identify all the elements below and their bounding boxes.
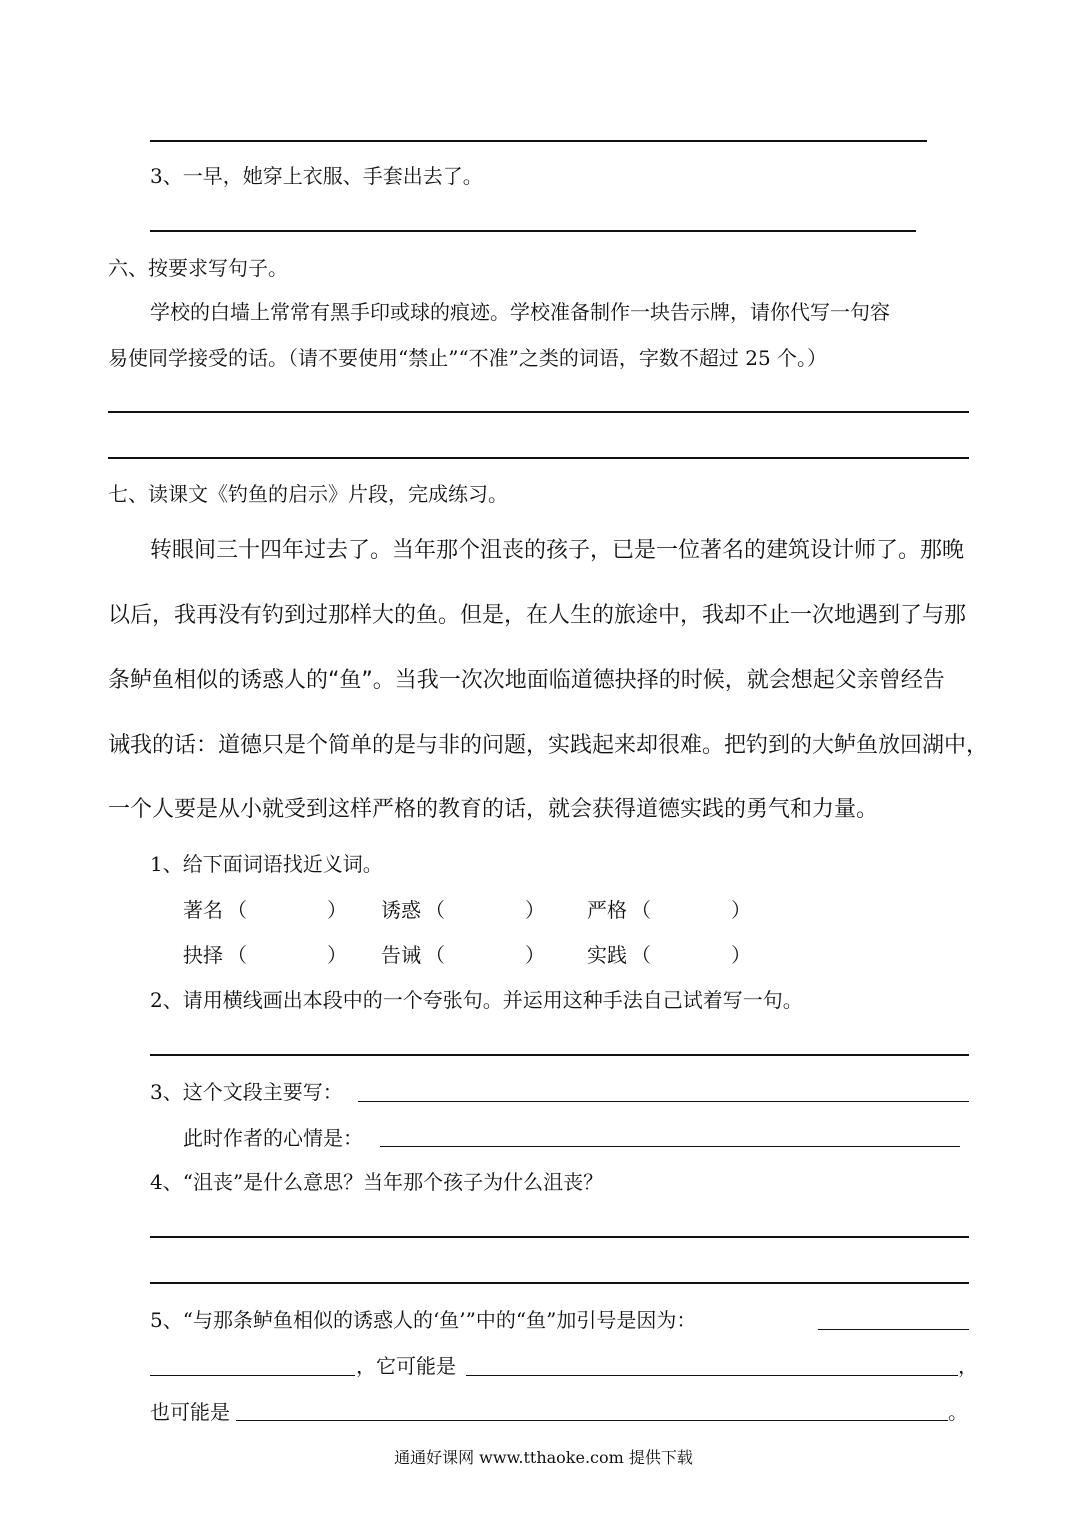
passage-line: 一个人要是从小就受到这样严格的教育的话，就会获得道德实践的勇气和力量。 xyxy=(108,797,879,822)
question-3-mood: 此时作者的心情是： xyxy=(183,1126,363,1150)
section-7-title: 七、读课文《钓鱼的启示》片段，完成练习。 xyxy=(108,482,508,506)
synonym-blank[interactable]: （ ） xyxy=(631,943,751,967)
question-5-comma: ， xyxy=(958,1354,978,1378)
answer-line[interactable] xyxy=(818,1329,969,1330)
synonym-word: 抉择 xyxy=(183,943,223,967)
passage-line: 转眼间三十四年过去了。当年那个沮丧的孩子，已是一位著名的建筑设计师了。那晚 xyxy=(150,538,965,563)
answer-line[interactable] xyxy=(108,411,969,413)
synonym-word: 诱惑 xyxy=(381,898,421,922)
answer-line[interactable] xyxy=(108,457,969,459)
answer-line[interactable] xyxy=(150,1375,355,1376)
question-2: 2、请用横线画出本段中的一个夸张句。并运用这种手法自己试着写一句。 xyxy=(150,988,803,1012)
question-3: 3、这个文段主要写： xyxy=(150,1080,343,1104)
question-5: 5、“与那条鲈鱼相似的诱惑人的‘鱼’”中的“鱼”加引号是因为： xyxy=(150,1308,697,1332)
footer-credit: 通通好课网 www.tthaoke.com 提供下载 xyxy=(394,1448,693,1467)
synonym-word: 严格 xyxy=(587,898,627,922)
question-5-maybe-label: ，它可能是 xyxy=(356,1354,456,1378)
question-5-period: 。 xyxy=(948,1400,968,1424)
synonym-word: 著名 xyxy=(183,898,223,922)
synonym-word: 告诫 xyxy=(381,943,421,967)
passage-line: 条鲈鱼相似的诱惑人的“鱼”。当我一次次地面临道德抉择的时候，就会想起父亲曾经告 xyxy=(108,668,945,693)
synonym-blank[interactable]: （ ） xyxy=(227,898,347,922)
answer-line[interactable] xyxy=(358,1101,969,1102)
synonym-blank[interactable]: （ ） xyxy=(425,898,545,922)
question-1: 1、给下面词语找近义词。 xyxy=(150,852,383,876)
answer-line[interactable] xyxy=(150,140,927,142)
section-6-body-line-1: 学校的白墙上常常有黑手印或球的痕迹。学校准备制作一块告示牌，请你代写一句容 xyxy=(150,300,890,324)
answer-line[interactable] xyxy=(150,1282,969,1284)
answer-line[interactable] xyxy=(380,1146,960,1147)
question-5-3: 3、一早，她穿上衣服、手套出去了。 xyxy=(150,164,483,188)
question-4: 4、“沮丧”是什么意思？当年那个孩子为什么沮丧？ xyxy=(150,1170,604,1194)
synonym-blank[interactable]: （ ） xyxy=(631,898,751,922)
answer-line[interactable] xyxy=(236,1420,948,1421)
passage-line: 诫我的话：道德只是个简单的是与非的问题，实践起来却很难。把钓到的大鲈鱼放回湖中， xyxy=(108,733,989,758)
section-6-title: 六、按要求写句子。 xyxy=(108,256,288,280)
answer-line[interactable] xyxy=(466,1375,958,1376)
synonym-blank[interactable]: （ ） xyxy=(425,943,545,967)
answer-line[interactable] xyxy=(150,230,916,232)
answer-line[interactable] xyxy=(150,1236,969,1238)
question-5-also-label: 也可能是 xyxy=(150,1400,230,1424)
passage-line: 以后，我再没有钓到过那样大的鱼。但是，在人生的旅途中，我却不止一次地遇到了与那 xyxy=(108,603,967,628)
section-6-body-line-2: 易使同学接受的话。（请不要使用“禁止”“不准”之类的词语，字数不超过 25 个。） xyxy=(108,346,828,370)
synonym-word: 实践 xyxy=(587,943,627,967)
answer-line[interactable] xyxy=(150,1054,969,1056)
synonym-blank[interactable]: （ ） xyxy=(227,943,347,967)
